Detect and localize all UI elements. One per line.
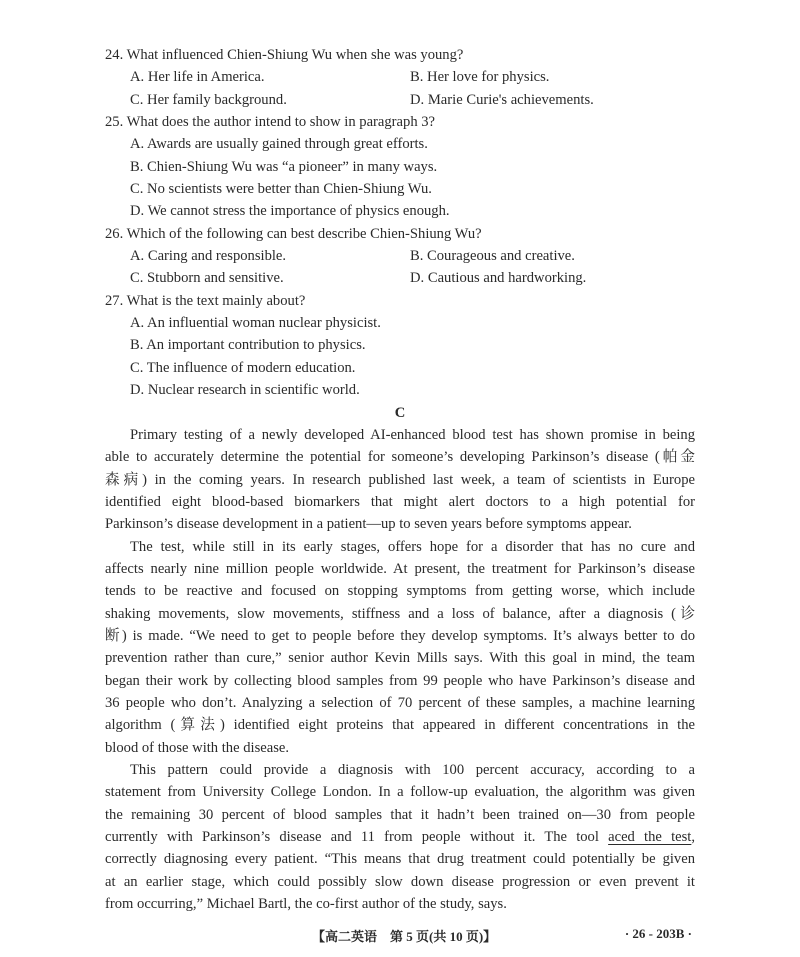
option-row	[105, 89, 695, 111]
question-stem: 26. Which of the following can best describe Chien-Shiung Wu?	[105, 225, 482, 242]
answer-option: A. Awards are usually gained through great efforts.	[130, 136, 428, 153]
question-block	[105, 290, 695, 402]
passage-line: shaking movements, slow movements, stiffness and a loss of balance, after a diagnosis (诊	[105, 605, 695, 622]
passage-line	[105, 826, 695, 848]
question-block	[105, 44, 695, 111]
question-stem: 25. What does the author intend to show in paragraph 3?	[105, 114, 436, 131]
passage-line: statement from University College London. In a follow-up evaluation, the algorithm was given	[105, 784, 695, 801]
question-stem: 27. What is the text mainly about?	[105, 292, 306, 309]
passage-line: began their work by collecting blood samples from 99 people who have Parkinson’s disease and	[105, 672, 695, 689]
section-heading: C	[394, 404, 406, 421]
answer-option: B. Her love for physics.	[410, 69, 550, 86]
page-footer	[0, 926, 800, 946]
passage-paragraph	[105, 536, 695, 759]
exam-page-content	[105, 44, 695, 915]
passage-line: 36 people who don’t. Analyzing a selection of 70 percent of these samples, a machine learning	[105, 694, 695, 711]
footer-exam-code: · 26 - 203B ·	[624, 926, 692, 941]
passage-line: at an earlier stage, which could possibly slow down disease progression or even prevent it	[105, 873, 695, 890]
passage-line: blood of those with the disease.	[105, 739, 290, 756]
answer-option: D. Marie Curie's achievements.	[410, 91, 594, 108]
answer-option: A. Her life in America.	[130, 69, 265, 86]
passage-text: currently with Parkinson’s disease and 11 from people without it. The tool	[105, 829, 609, 846]
passage-line: from occurring,” Michael Bartl, the co-first author of the study, says.	[105, 896, 507, 913]
option-row	[105, 267, 695, 289]
passage-paragraph	[105, 424, 695, 536]
passage-line: the remaining 30 percent of blood samples that it hadn’t been trained on—30 from people	[105, 806, 695, 823]
passage-line: prevention rather than cure,” senior author Kevin Mills says. With this goal in mind, the team	[105, 650, 695, 667]
answer-option: C. Her family background.	[130, 91, 287, 108]
answer-option: C. Stubborn and sensitive.	[130, 270, 284, 287]
underlined-phrase: aced the test	[608, 829, 692, 846]
option-row	[105, 66, 695, 88]
answer-option: D. Cautious and hardworking.	[410, 270, 587, 287]
passage-line: tends to be reactive and focused on stopping symptoms from getting worse, which include	[105, 583, 695, 600]
passage-line: correctly diagnosing every patient. “This means that drug treatment could potentially be given	[105, 851, 695, 868]
passage-line: affects nearly nine million people worldwide. At present, the treatment for Parkinson’s disease	[105, 560, 695, 577]
option-row	[105, 245, 695, 267]
answer-option: C. The influence of modern education.	[130, 359, 356, 376]
answer-option: B. Chien-Shiung Wu was “a pioneer” in many ways.	[130, 158, 438, 175]
passage-line: The test, while still in its early stages, offers hope for a disorder that has no cure and	[130, 538, 695, 555]
passage-line: 森病) in the coming years. In research published last week, a team of scientists in Europe	[105, 471, 695, 488]
answer-option: B. Courageous and creative.	[410, 248, 575, 265]
answer-option: A. An influential woman nuclear physicist.	[130, 315, 381, 332]
passage-line: 断) is made. “We need to get to people before they develop symptoms. It’s always better to do	[105, 627, 695, 644]
footer-page-info: 【高二英语 第 5 页(共 10 页)】	[312, 929, 497, 944]
passage-line: able to accurately determine the potential for someone’s developing Parkinson’s disease (帕金	[105, 449, 695, 466]
question-block	[105, 111, 695, 223]
answer-option: D. Nuclear research in scientific world.	[130, 382, 360, 399]
question-block	[105, 223, 695, 290]
answer-option: D. We cannot stress the importance of physics enough.	[130, 203, 450, 220]
answer-option: B. An important contribution to physics.	[130, 337, 366, 354]
passage-line: This pattern could provide a diagnosis with 100 percent accuracy, according to a	[130, 762, 695, 778]
passage-line: algorithm (算法) identified eight proteins that appeared in different concentrations in the	[105, 717, 695, 734]
passage-text: ,	[691, 829, 695, 846]
answer-option: C. No scientists were better than Chien-Shiung Wu.	[130, 181, 432, 198]
passage-line: Parkinson’s disease development in a patient—up to seven years before symptoms appear.	[105, 516, 632, 533]
question-stem: 24. What influenced Chien-Shiung Wu when she was young?	[105, 47, 464, 63]
passage-paragraph	[105, 759, 695, 915]
passage-line: Primary testing of a newly developed AI-enhanced blood test has shown promise in being	[130, 426, 695, 443]
passage-line: identified eight blood-based biomarkers that might alert doctors to a high potential for	[105, 493, 695, 510]
answer-option: A. Caring and responsible.	[130, 248, 287, 265]
